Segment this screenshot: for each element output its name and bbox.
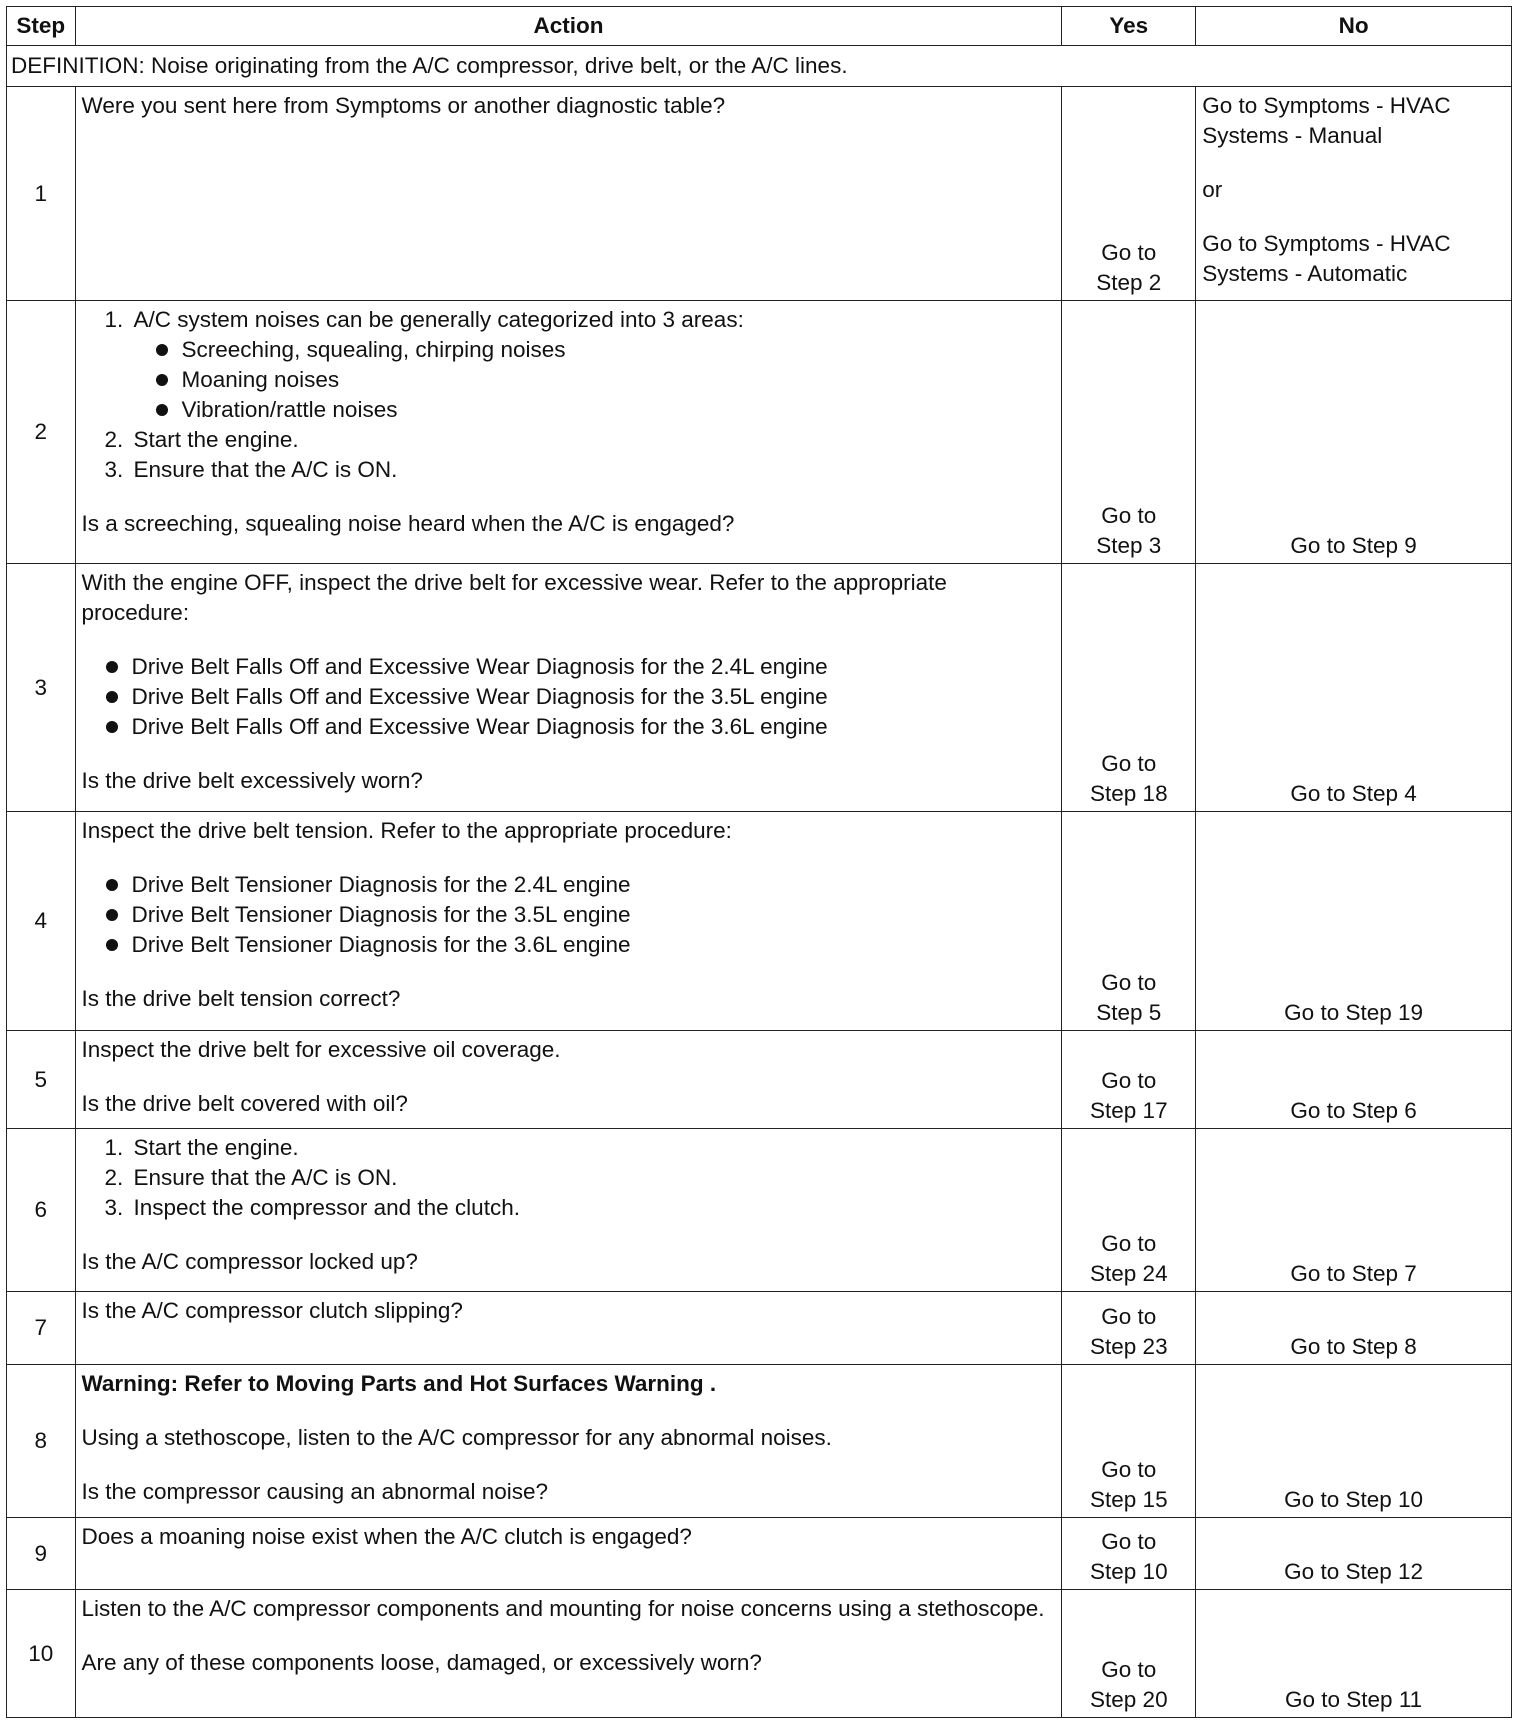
step-number: 6 [7, 1129, 76, 1292]
definition-row [7, 46, 1512, 87]
header-action: Action [75, 7, 1062, 46]
action-cell [75, 87, 1062, 301]
no-or: or [1202, 177, 1223, 202]
table-row [7, 87, 1512, 301]
action-cell [75, 301, 1062, 564]
yes-cell [1062, 1365, 1196, 1518]
list-item-text: A/C system noises can be generally categorized into 3 areas: [133, 307, 744, 332]
step-number: 7 [7, 1292, 76, 1365]
question: Are any of these components loose, damaged, or excessively worn? [81, 1650, 762, 1675]
yes-goto: Go to [1101, 503, 1157, 528]
step-number: 5 [7, 1031, 76, 1129]
bullet-list [134, 335, 1056, 425]
header-row [7, 7, 1512, 46]
bullet-item: Drive Belt Tensioner Diagnosis for the 2.4L engine [106, 870, 1056, 900]
action-cell [75, 812, 1062, 1031]
table-row [7, 1129, 1512, 1292]
instruction: Inspect the drive belt tension. Refer to the appropriate procedure: [81, 818, 732, 843]
step-number: 9 [7, 1518, 76, 1590]
list-item: 3. Ensure that the A/C is ON. [130, 455, 1056, 485]
yes-goto: Go to [1101, 1231, 1157, 1256]
list-item: 3. Inspect the compressor and the clutch. [130, 1193, 1056, 1223]
instruction: With the engine OFF, inspect the drive belt for excessive wear. Refer to the appropriate procedure: [81, 570, 947, 625]
yes-cell [1062, 1518, 1196, 1590]
no-cell: Go to Step 11 [1196, 1590, 1512, 1718]
definition-text: DEFINITION: Noise originating from the A/C compressor, drive belt, or the A/C lines. [7, 46, 1512, 87]
yes-goto: Go to [1101, 1657, 1157, 1682]
action-cell [75, 1292, 1062, 1365]
list-item [130, 305, 1056, 425]
question: Were you sent here from Symptoms or another diagnostic table? [81, 93, 726, 118]
yes-step: Step 2 [1096, 270, 1162, 295]
yes-step: Step 18 [1090, 781, 1168, 806]
table-row [7, 564, 1512, 812]
no-cell: Go to Step 10 [1196, 1365, 1512, 1518]
no-cell [1196, 87, 1512, 301]
table-row [7, 812, 1512, 1031]
table-row [7, 1518, 1512, 1590]
yes-step: Step 5 [1096, 1000, 1162, 1025]
yes-step: Step 15 [1090, 1487, 1168, 1512]
question: Is the A/C compressor locked up? [81, 1249, 418, 1274]
action-cell [75, 1590, 1062, 1718]
step-number: 1 [7, 87, 76, 301]
instruction: Inspect the drive belt for excessive oil coverage. [81, 1037, 561, 1062]
header-yes: Yes [1062, 7, 1196, 46]
table-row [7, 301, 1512, 564]
action-cell [75, 1031, 1062, 1129]
yes-step: Step 24 [1090, 1261, 1168, 1286]
list-item: 1. Start the engine. [130, 1133, 1056, 1163]
yes-step: Step 23 [1090, 1334, 1168, 1359]
no-cell: Go to Step 8 [1196, 1292, 1512, 1365]
table-row [7, 1365, 1512, 1518]
question: Is the drive belt tension correct? [81, 986, 401, 1011]
yes-goto: Go to [1101, 970, 1157, 995]
step-number: 10 [7, 1590, 76, 1718]
yes-goto: Go to [1101, 1068, 1157, 1093]
yes-goto: Go to [1101, 1529, 1157, 1554]
warning-text: Warning: Refer to Moving Parts and Hot Surfaces Warning . [81, 1371, 717, 1396]
yes-cell [1062, 812, 1196, 1031]
bullet-item: Moaning noises [156, 365, 1056, 395]
bullet-item: Drive Belt Falls Off and Excessive Wear Diagnosis for the 3.6L engine [106, 712, 1056, 742]
bullet-item: Screeching, squealing, chirping noises [156, 335, 1056, 365]
table-row [7, 1590, 1512, 1718]
step-number: 8 [7, 1365, 76, 1518]
yes-step: Step 20 [1090, 1687, 1168, 1712]
yes-cell [1062, 1031, 1196, 1129]
yes-goto: Go to [1101, 240, 1157, 265]
action-cell [75, 564, 1062, 812]
yes-cell [1062, 1129, 1196, 1292]
yes-step: Step 17 [1090, 1098, 1168, 1123]
yes-cell [1062, 1590, 1196, 1718]
question: Is the compressor causing an abnormal noise? [81, 1479, 549, 1504]
header-no: No [1196, 7, 1512, 46]
bullet-item: Drive Belt Tensioner Diagnosis for the 3.5L engine [106, 900, 1056, 930]
step-number: 2 [7, 301, 76, 564]
no-option-automatic: Go to Symptoms - HVAC Systems - Automatic [1202, 231, 1451, 286]
no-cell: Go to Step 9 [1196, 301, 1512, 564]
question: Is the A/C compressor clutch slipping? [81, 1298, 463, 1323]
list-item: 2. Start the engine. [130, 425, 1056, 455]
step-list [82, 305, 1056, 485]
bullet-item: Drive Belt Falls Off and Excessive Wear Diagnosis for the 2.4L engine [106, 652, 1056, 682]
yes-cell [1062, 87, 1196, 301]
question: Does a moaning noise exist when the A/C clutch is engaged? [81, 1524, 692, 1549]
yes-goto: Go to [1101, 751, 1157, 776]
no-cell: Go to Step 12 [1196, 1518, 1512, 1590]
step-number: 4 [7, 812, 76, 1031]
question: Is a screeching, squealing noise heard when the A/C is engaged? [81, 511, 735, 536]
question: Is the drive belt excessively worn? [81, 768, 423, 793]
yes-cell [1062, 301, 1196, 564]
bullet-item: Drive Belt Falls Off and Excessive Wear Diagnosis for the 3.5L engine [106, 682, 1056, 712]
header-step: Step [7, 7, 76, 46]
table-row [7, 1031, 1512, 1129]
no-cell: Go to Step 6 [1196, 1031, 1512, 1129]
action-cell [75, 1365, 1062, 1518]
no-option-manual: Go to Symptoms - HVAC Systems - Manual [1202, 93, 1451, 148]
bullet-item: Vibration/rattle noises [156, 395, 1056, 425]
yes-goto: Go to [1101, 1304, 1157, 1329]
yes-cell [1062, 1292, 1196, 1365]
bullet-item: Drive Belt Tensioner Diagnosis for the 3.6L engine [106, 930, 1056, 960]
no-cell: Go to Step 4 [1196, 564, 1512, 812]
action-cell [75, 1518, 1062, 1590]
action-cell [75, 1129, 1062, 1292]
table-row [7, 1292, 1512, 1365]
yes-step: Step 10 [1090, 1559, 1168, 1584]
instruction: Using a stethoscope, listen to the A/C compressor for any abnormal noises. [81, 1425, 832, 1450]
step-list [82, 1133, 1056, 1223]
question: Is the drive belt covered with oil? [81, 1091, 408, 1116]
no-cell: Go to Step 19 [1196, 812, 1512, 1031]
yes-step: Step 3 [1096, 533, 1162, 558]
step-number: 3 [7, 564, 76, 812]
yes-cell [1062, 564, 1196, 812]
diagnostic-table [6, 6, 1512, 1718]
list-item: 2. Ensure that the A/C is ON. [130, 1163, 1056, 1193]
instruction: Listen to the A/C compressor components and mounting for noise concerns using a stethoscope. [81, 1596, 1045, 1621]
yes-goto: Go to [1101, 1457, 1157, 1482]
bullet-list [82, 652, 1056, 742]
bullet-list [82, 870, 1056, 960]
no-cell: Go to Step 7 [1196, 1129, 1512, 1292]
